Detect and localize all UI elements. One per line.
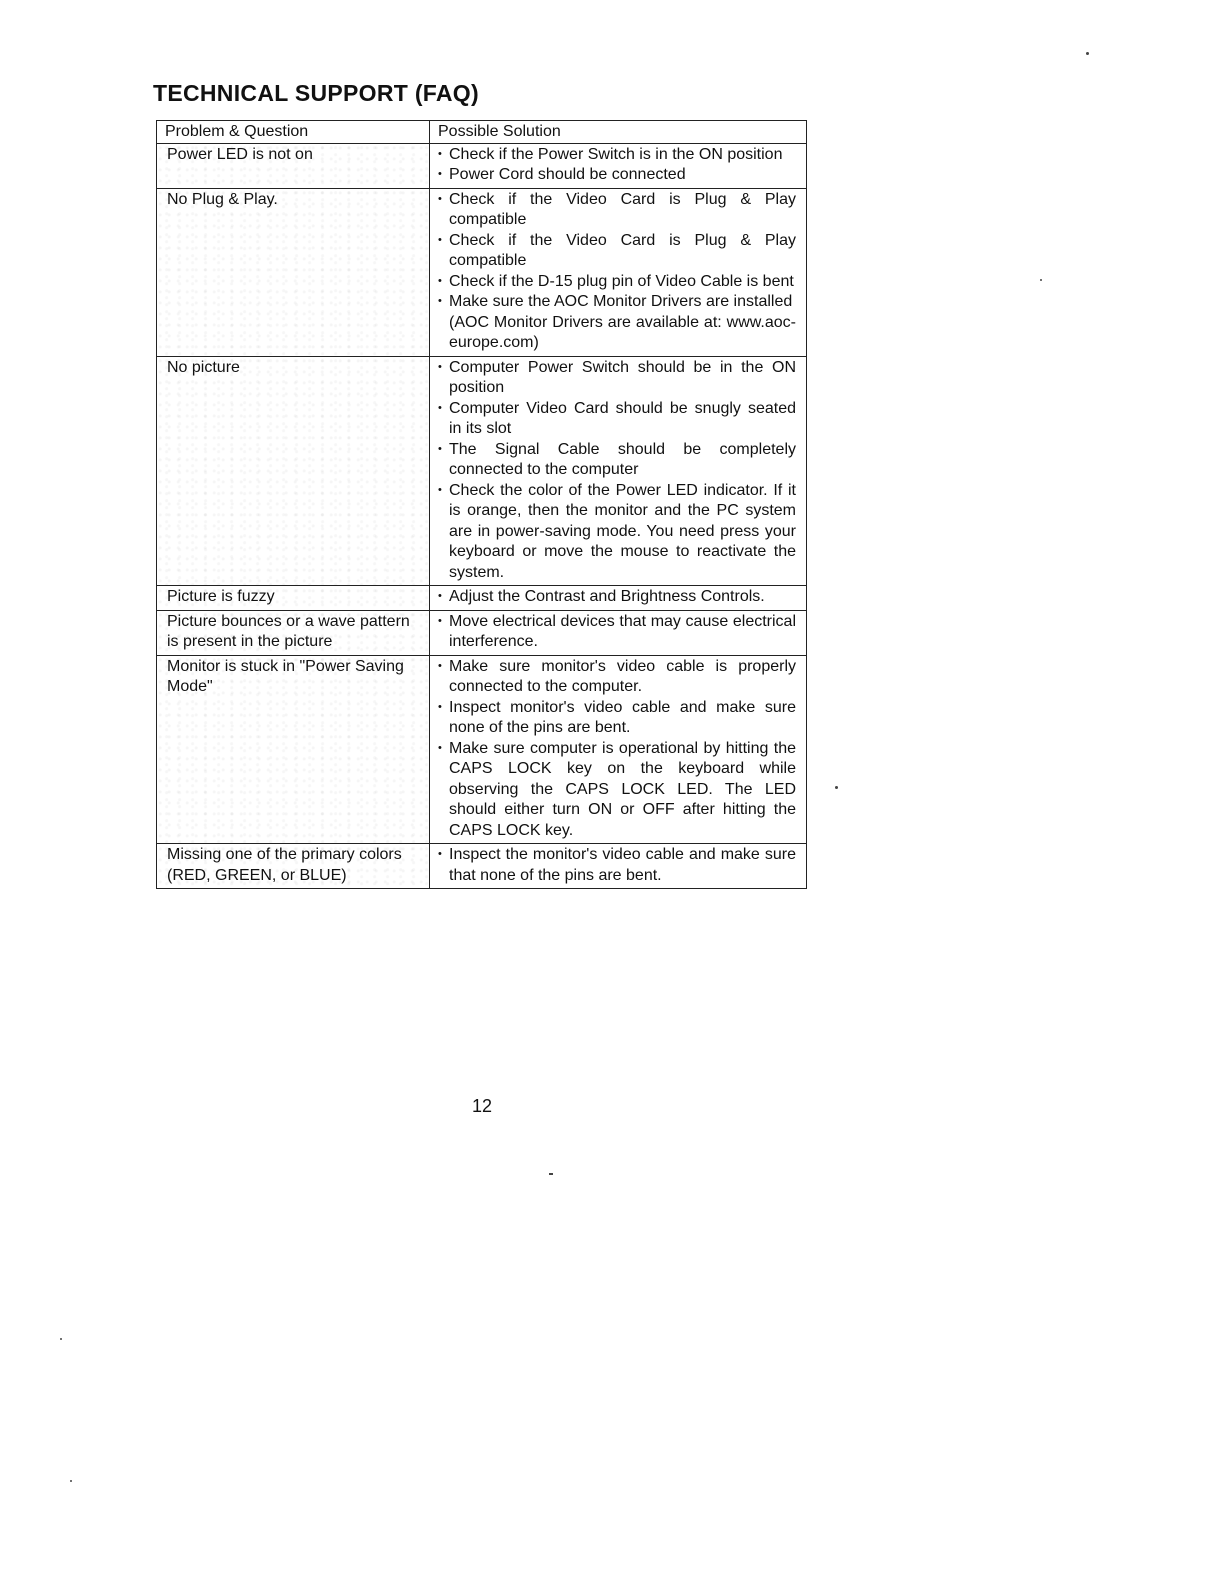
solution-item: • Computer Power Switch should be in the ON position (438, 358, 796, 399)
table-row (157, 586, 807, 611)
solution-list (438, 145, 796, 186)
solution-item: • Power Cord should be connected (438, 165, 796, 186)
problem-cell: No Plug & Play. (157, 188, 430, 356)
table-row (157, 844, 807, 889)
faq-table (156, 120, 807, 889)
solution-item: • The Signal Cable should be completely connected to the computer (438, 440, 796, 481)
solution-cell (430, 844, 807, 889)
problem-cell: No picture (157, 356, 430, 586)
solution-cell (430, 188, 807, 356)
solution-item: • Inspect monitor's video cable and make sure none of the pins are bent. (438, 698, 796, 739)
solution-cell (430, 143, 807, 188)
page-number: 12 (472, 1096, 493, 1116)
solution-item: • Move electrical devices that may cause electrical interference. (438, 612, 796, 653)
problem-cell: Picture bounces or a wave pattern is present in the picture (157, 610, 430, 655)
faq-table-body (157, 143, 807, 889)
scan-speck (60, 1338, 62, 1340)
table-row (157, 610, 807, 655)
table-header-row (157, 121, 807, 144)
solution-item: • Check if the Video Card is Plug & Play compatible (438, 190, 796, 231)
solution-note: (AOC Monitor Drivers are available at: www.aoc-europe.com) (449, 313, 796, 351)
scan-speck (835, 786, 838, 789)
solution-item: • Make sure monitor's video cable is properly connected to the computer. (438, 657, 796, 698)
solution-cell (430, 356, 807, 586)
table-row (157, 655, 807, 844)
solution-item: • Check if the Power Switch is in the ON position (438, 145, 796, 166)
solution-list (438, 845, 796, 886)
problem-cell: Monitor is stuck in "Power Saving Mode" (157, 655, 430, 844)
solution-list (438, 612, 796, 653)
scan-speck (70, 1480, 72, 1482)
solution-list (438, 657, 796, 842)
solution-cell (430, 655, 807, 844)
scan-speck (1086, 52, 1089, 55)
table-row (157, 356, 807, 586)
solution-item: • Check the color of the Power LED indicator. If it is orange, then the monitor and the PC system are in power-saving mode. You need press your keyboard or move the mouse to reactivate the system. (438, 481, 796, 584)
page-title: TECHNICAL SUPPORT (FAQ) (153, 80, 479, 106)
solution-list (438, 358, 796, 584)
column-header-solution: Possible Solution (430, 121, 807, 144)
column-header-problem: Problem & Question (157, 121, 430, 144)
solution-list (438, 587, 796, 608)
solution-cell (430, 586, 807, 611)
problem-cell: Power LED is not on (157, 143, 430, 188)
solution-item: • Check if the D-15 plug pin of Video Cable is bent (438, 272, 796, 293)
solution-item: • Computer Video Card should be snugly seated in its slot (438, 399, 796, 440)
table-row (157, 188, 807, 356)
solution-item: • Inspect the monitor's video cable and make sure that none of the pins are bent. (438, 845, 796, 886)
solution-item: • Check if the Video Card is Plug & Play compatible (438, 231, 796, 272)
table-row (157, 143, 807, 188)
solution-list (438, 190, 796, 313)
scan-speck (549, 1173, 553, 1175)
solution-item: • Make sure computer is operational by hitting the CAPS LOCK key on the keyboard while observing the CAPS LOCK LED. The LED should either turn ON or OFF after hitting the CAPS LOCK key. (438, 739, 796, 842)
problem-cell: Missing one of the primary colors (RED, GREEN, or BLUE) (157, 844, 430, 889)
solution-item: • Make sure the AOC Monitor Drivers are installed (438, 292, 796, 313)
solution-cell (430, 610, 807, 655)
problem-cell: Picture is fuzzy (157, 586, 430, 611)
scan-speck (1040, 279, 1042, 281)
solution-item: • Adjust the Contrast and Brightness Controls. (438, 587, 796, 608)
